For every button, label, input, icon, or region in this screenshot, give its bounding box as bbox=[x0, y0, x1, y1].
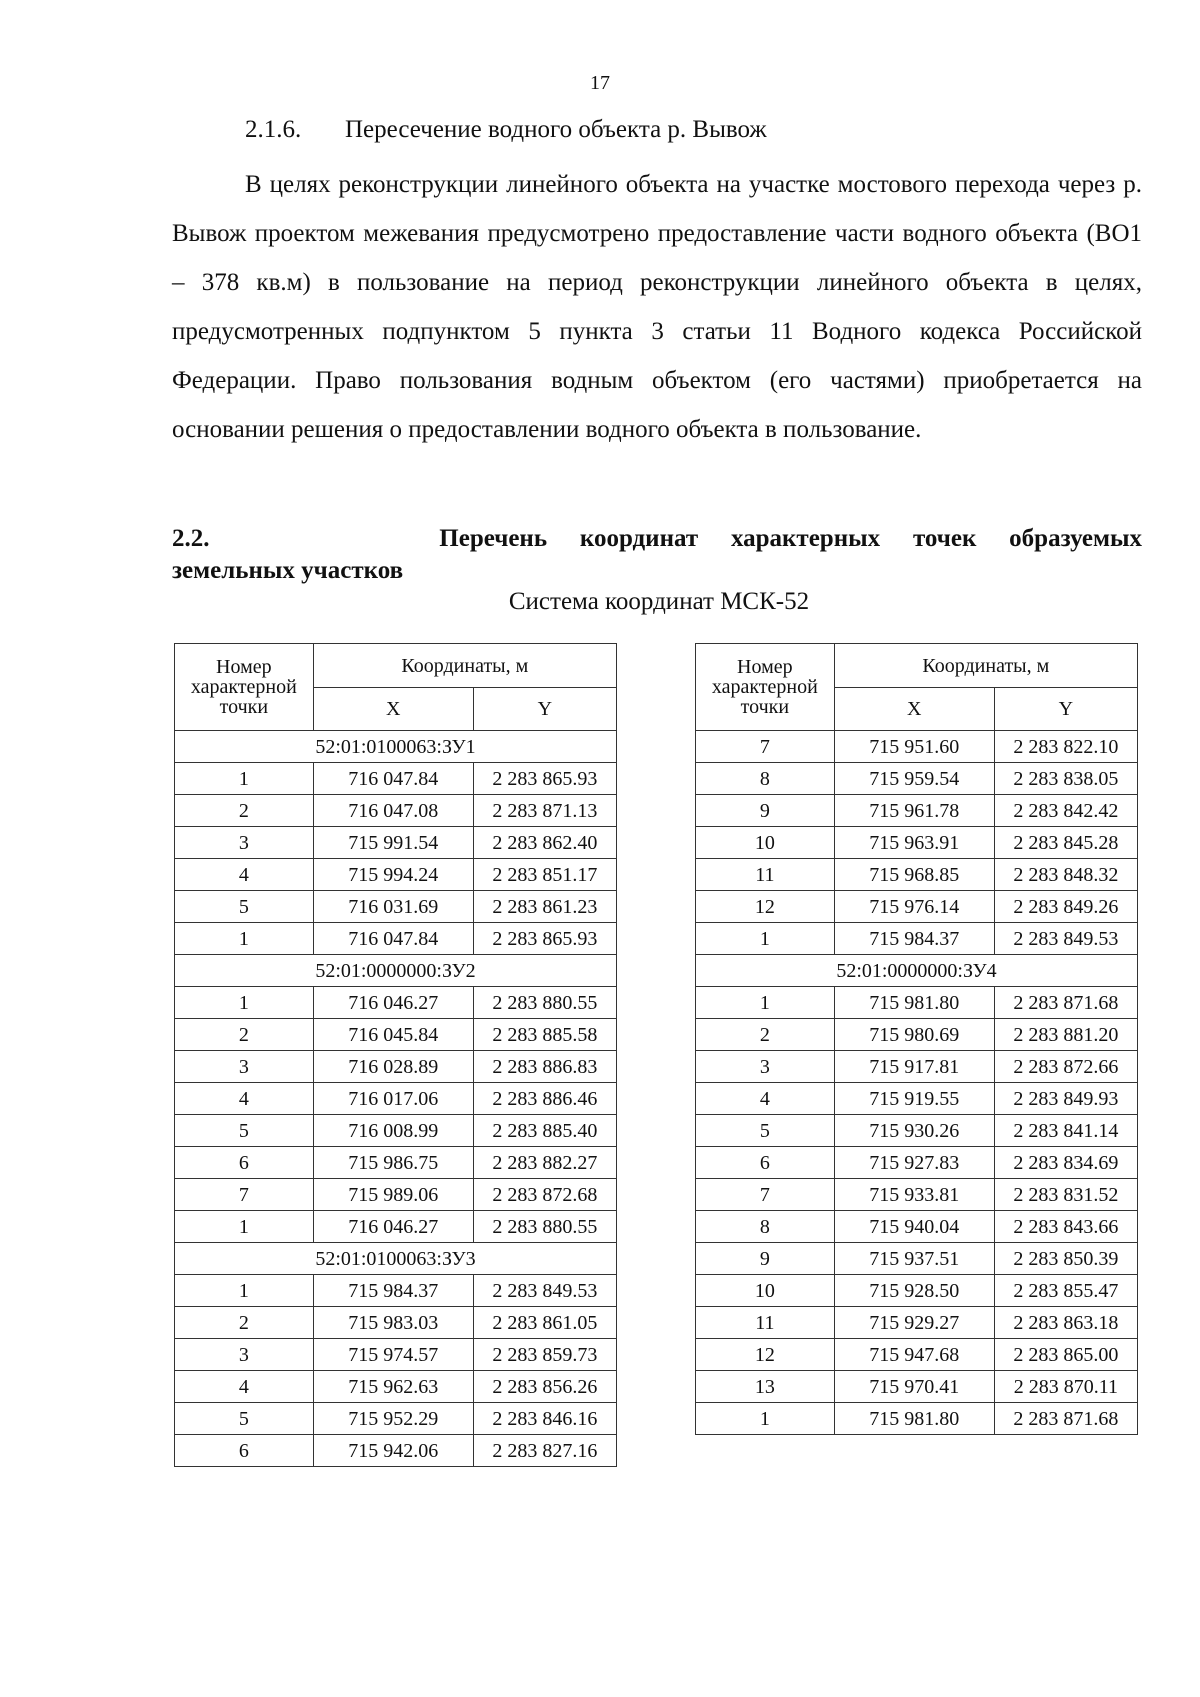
y-cell: 2 283 861.05 bbox=[473, 1307, 616, 1339]
table-row bbox=[175, 1179, 617, 1211]
y-cell: 2 283 863.18 bbox=[994, 1307, 1137, 1339]
point-number-cell: 1 bbox=[175, 987, 314, 1019]
table-row bbox=[175, 1403, 617, 1435]
y-cell: 2 283 871.13 bbox=[473, 795, 616, 827]
table-row bbox=[175, 1275, 617, 1307]
x-cell: 715 961.78 bbox=[834, 795, 994, 827]
x-cell: 715 981.80 bbox=[834, 1403, 994, 1435]
group-row bbox=[175, 955, 617, 987]
point-number-cell: 1 bbox=[175, 923, 314, 955]
x-cell: 715 963.91 bbox=[834, 827, 994, 859]
point-number-cell: 1 bbox=[696, 987, 835, 1019]
y-cell: 2 283 849.93 bbox=[994, 1083, 1137, 1115]
point-number-cell: 1 bbox=[175, 1275, 314, 1307]
x-cell: 715 928.50 bbox=[834, 1275, 994, 1307]
point-number-cell: 5 bbox=[175, 1403, 314, 1435]
x-cell: 716 031.69 bbox=[313, 891, 473, 923]
y-cell: 2 283 865.93 bbox=[473, 763, 616, 795]
x-cell: 715 981.80 bbox=[834, 987, 994, 1019]
y-cell: 2 283 841.14 bbox=[994, 1115, 1137, 1147]
table-row bbox=[175, 795, 617, 827]
point-number-cell: 6 bbox=[175, 1147, 314, 1179]
x-cell: 716 047.84 bbox=[313, 923, 473, 955]
y-cell: 2 283 885.58 bbox=[473, 1019, 616, 1051]
header-coordinates: Координаты, м bbox=[834, 644, 1137, 688]
x-cell: 716 045.84 bbox=[313, 1019, 473, 1051]
y-cell: 2 283 849.53 bbox=[994, 923, 1137, 955]
table-row bbox=[175, 1051, 617, 1083]
x-cell: 715 933.81 bbox=[834, 1179, 994, 1211]
page-number: 17 bbox=[590, 72, 610, 94]
table-row bbox=[175, 1339, 617, 1371]
x-cell: 715 952.29 bbox=[313, 1403, 473, 1435]
subsection-number: 2.1.6. bbox=[245, 116, 302, 143]
table-row bbox=[175, 1115, 617, 1147]
x-cell: 716 047.08 bbox=[313, 795, 473, 827]
point-number-cell: 4 bbox=[696, 1083, 835, 1115]
table-row bbox=[175, 1019, 617, 1051]
x-cell: 715 919.55 bbox=[834, 1083, 994, 1115]
point-number-cell: 4 bbox=[175, 859, 314, 891]
point-number-cell: 6 bbox=[696, 1147, 835, 1179]
x-cell: 715 984.37 bbox=[313, 1275, 473, 1307]
y-cell: 2 283 882.27 bbox=[473, 1147, 616, 1179]
table-row bbox=[175, 827, 617, 859]
point-number-cell: 11 bbox=[696, 1307, 835, 1339]
y-cell: 2 283 880.55 bbox=[473, 987, 616, 1019]
header-x: X bbox=[834, 688, 994, 731]
x-cell: 715 984.37 bbox=[834, 923, 994, 955]
y-cell: 2 283 865.93 bbox=[473, 923, 616, 955]
table-row bbox=[696, 731, 1138, 763]
point-number-cell: 3 bbox=[175, 1339, 314, 1371]
table-row bbox=[696, 1307, 1138, 1339]
parcel-id: 52:01:0000000:ЗУ2 bbox=[175, 955, 617, 987]
x-cell: 715 976.14 bbox=[834, 891, 994, 923]
table-row bbox=[696, 859, 1138, 891]
section-heading-continuation: земельных участков bbox=[172, 557, 404, 584]
table-row bbox=[696, 1083, 1138, 1115]
x-cell: 715 940.04 bbox=[834, 1211, 994, 1243]
point-number-cell: 10 bbox=[696, 1275, 835, 1307]
y-cell: 2 283 872.68 bbox=[473, 1179, 616, 1211]
point-number-cell: 8 bbox=[696, 763, 835, 795]
header-y: Y bbox=[994, 688, 1137, 731]
x-cell: 715 942.06 bbox=[313, 1435, 473, 1467]
y-cell: 2 283 843.66 bbox=[994, 1211, 1137, 1243]
table-row bbox=[175, 923, 617, 955]
point-number-cell: 4 bbox=[175, 1083, 314, 1115]
table-row bbox=[696, 1115, 1138, 1147]
y-cell: 2 283 845.28 bbox=[994, 827, 1137, 859]
table-row bbox=[696, 763, 1138, 795]
y-cell: 2 283 880.55 bbox=[473, 1211, 616, 1243]
x-cell: 715 974.57 bbox=[313, 1339, 473, 1371]
parcel-id: 52:01:0000000:ЗУ4 bbox=[696, 955, 1138, 987]
y-cell: 2 283 831.52 bbox=[994, 1179, 1137, 1211]
table-row bbox=[696, 1371, 1138, 1403]
table-row bbox=[175, 1371, 617, 1403]
table-row bbox=[696, 827, 1138, 859]
point-number-cell: 12 bbox=[696, 1339, 835, 1371]
table-row bbox=[696, 987, 1138, 1019]
x-cell: 716 047.84 bbox=[313, 763, 473, 795]
point-number-cell: 2 bbox=[175, 1019, 314, 1051]
x-cell: 715 994.24 bbox=[313, 859, 473, 891]
header-point-number: Номер характерной точки bbox=[175, 644, 314, 731]
group-row bbox=[175, 731, 617, 763]
point-number-cell: 3 bbox=[696, 1051, 835, 1083]
point-number-cell: 1 bbox=[175, 1211, 314, 1243]
point-number-cell: 1 bbox=[175, 763, 314, 795]
point-number-cell: 3 bbox=[175, 1051, 314, 1083]
y-cell: 2 283 856.26 bbox=[473, 1371, 616, 1403]
y-cell: 2 283 848.32 bbox=[994, 859, 1137, 891]
parcel-id: 52:01:0100063:ЗУ1 bbox=[175, 731, 617, 763]
y-cell: 2 283 846.16 bbox=[473, 1403, 616, 1435]
header-x: X bbox=[313, 688, 473, 731]
y-cell: 2 283 849.53 bbox=[473, 1275, 616, 1307]
y-cell: 2 283 859.73 bbox=[473, 1339, 616, 1371]
y-cell: 2 283 851.17 bbox=[473, 859, 616, 891]
point-number-cell: 2 bbox=[175, 795, 314, 827]
table-row bbox=[175, 859, 617, 891]
subsection-title: Пересечение водного объекта р. Вывож bbox=[345, 116, 767, 143]
group-row bbox=[696, 955, 1138, 987]
x-cell: 715 929.27 bbox=[834, 1307, 994, 1339]
x-cell: 715 927.83 bbox=[834, 1147, 994, 1179]
y-cell: 2 283 885.40 bbox=[473, 1115, 616, 1147]
x-cell: 715 917.81 bbox=[834, 1051, 994, 1083]
y-cell: 2 283 862.40 bbox=[473, 827, 616, 859]
y-cell: 2 283 886.46 bbox=[473, 1083, 616, 1115]
x-cell: 716 008.99 bbox=[313, 1115, 473, 1147]
point-number-cell: 3 bbox=[175, 827, 314, 859]
y-cell: 2 283 838.05 bbox=[994, 763, 1137, 795]
point-number-cell: 1 bbox=[696, 923, 835, 955]
y-cell: 2 283 822.10 bbox=[994, 731, 1137, 763]
y-cell: 2 283 855.47 bbox=[994, 1275, 1137, 1307]
point-number-cell: 9 bbox=[696, 795, 835, 827]
y-cell: 2 283 886.83 bbox=[473, 1051, 616, 1083]
x-cell: 716 017.06 bbox=[313, 1083, 473, 1115]
table-row bbox=[696, 1051, 1138, 1083]
point-number-cell: 1 bbox=[696, 1403, 835, 1435]
y-cell: 2 283 849.26 bbox=[994, 891, 1137, 923]
x-cell: 716 046.27 bbox=[313, 1211, 473, 1243]
y-cell: 2 283 865.00 bbox=[994, 1339, 1137, 1371]
point-number-cell: 7 bbox=[175, 1179, 314, 1211]
x-cell: 716 046.27 bbox=[313, 987, 473, 1019]
point-number-cell: 4 bbox=[175, 1371, 314, 1403]
table-row bbox=[175, 1435, 617, 1467]
x-cell: 715 930.26 bbox=[834, 1115, 994, 1147]
point-number-cell: 9 bbox=[696, 1243, 835, 1275]
table-row bbox=[175, 987, 617, 1019]
x-cell: 715 968.85 bbox=[834, 859, 994, 891]
coordinate-system-title: Система координат МСК-52 bbox=[508, 588, 810, 615]
point-number-cell: 6 bbox=[175, 1435, 314, 1467]
y-cell: 2 283 872.66 bbox=[994, 1051, 1137, 1083]
x-cell: 716 028.89 bbox=[313, 1051, 473, 1083]
parcel-id: 52:01:0100063:ЗУ3 bbox=[175, 1243, 617, 1275]
table-row bbox=[696, 891, 1138, 923]
point-number-cell: 2 bbox=[696, 1019, 835, 1051]
y-cell: 2 283 834.69 bbox=[994, 1147, 1137, 1179]
header-point-number: Номер характерной точки bbox=[696, 644, 835, 731]
y-cell: 2 283 871.68 bbox=[994, 987, 1137, 1019]
y-cell: 2 283 827.16 bbox=[473, 1435, 616, 1467]
x-cell: 715 970.41 bbox=[834, 1371, 994, 1403]
table-row bbox=[175, 891, 617, 923]
table-row bbox=[696, 1019, 1138, 1051]
x-cell: 715 991.54 bbox=[313, 827, 473, 859]
table-row bbox=[175, 1083, 617, 1115]
x-cell: 715 951.60 bbox=[834, 731, 994, 763]
table-row bbox=[175, 763, 617, 795]
coordinates-table-left bbox=[174, 643, 617, 1467]
table-row bbox=[696, 1403, 1138, 1435]
header-y: Y bbox=[473, 688, 616, 731]
point-number-cell: 7 bbox=[696, 1179, 835, 1211]
point-number-cell: 5 bbox=[696, 1115, 835, 1147]
table-row bbox=[696, 1339, 1138, 1371]
x-cell: 715 959.54 bbox=[834, 763, 994, 795]
table-row bbox=[696, 1243, 1138, 1275]
point-number-cell: 8 bbox=[696, 1211, 835, 1243]
header-coordinates: Координаты, м bbox=[313, 644, 616, 688]
point-number-cell: 12 bbox=[696, 891, 835, 923]
x-cell: 715 937.51 bbox=[834, 1243, 994, 1275]
table-row bbox=[696, 795, 1138, 827]
x-cell: 715 980.69 bbox=[834, 1019, 994, 1051]
table-row bbox=[696, 1179, 1138, 1211]
table-row bbox=[175, 1147, 617, 1179]
y-cell: 2 283 881.20 bbox=[994, 1019, 1137, 1051]
table-row bbox=[696, 1147, 1138, 1179]
x-cell: 715 989.06 bbox=[313, 1179, 473, 1211]
subsection-heading bbox=[245, 116, 767, 144]
x-cell: 715 947.68 bbox=[834, 1339, 994, 1371]
section-heading: 2.2. Перечень координат характерных точек образуемых bbox=[172, 525, 1142, 552]
table-row bbox=[696, 923, 1138, 955]
point-number-cell: 10 bbox=[696, 827, 835, 859]
y-cell: 2 283 842.42 bbox=[994, 795, 1137, 827]
table-row bbox=[175, 1211, 617, 1243]
point-number-cell: 5 bbox=[175, 1115, 314, 1147]
x-cell: 715 983.03 bbox=[313, 1307, 473, 1339]
point-number-cell: 11 bbox=[696, 859, 835, 891]
point-number-cell: 5 bbox=[175, 891, 314, 923]
y-cell: 2 283 850.39 bbox=[994, 1243, 1137, 1275]
point-number-cell: 7 bbox=[696, 731, 835, 763]
table-row bbox=[696, 1211, 1138, 1243]
coordinates-table-right bbox=[695, 643, 1138, 1435]
point-number-cell: 2 bbox=[175, 1307, 314, 1339]
point-number-cell: 13 bbox=[696, 1371, 835, 1403]
group-row bbox=[175, 1243, 617, 1275]
y-cell: 2 283 870.11 bbox=[994, 1371, 1137, 1403]
y-cell: 2 283 861.23 bbox=[473, 891, 616, 923]
table-row bbox=[696, 1275, 1138, 1307]
y-cell: 2 283 871.68 bbox=[994, 1403, 1137, 1435]
x-cell: 715 962.63 bbox=[313, 1371, 473, 1403]
table-row bbox=[175, 1307, 617, 1339]
body-paragraph: В целях реконструкции линейного объекта на участке мостового перехода через р. Вывож проектом межевания предусмотрено предоставление части водного объекта (ВО1 – 378 кв.м) в пользование на период реконструкции линейного объекта в целях, предусмотренных подпунктом 5 пункта 3 статьи 11 Водного кодекса Российской Федерации. Право пользования водным объектом (его частями) приобретается на основании решения о предоставлении водного объекта в пользование. bbox=[172, 171, 1142, 443]
x-cell: 715 986.75 bbox=[313, 1147, 473, 1179]
